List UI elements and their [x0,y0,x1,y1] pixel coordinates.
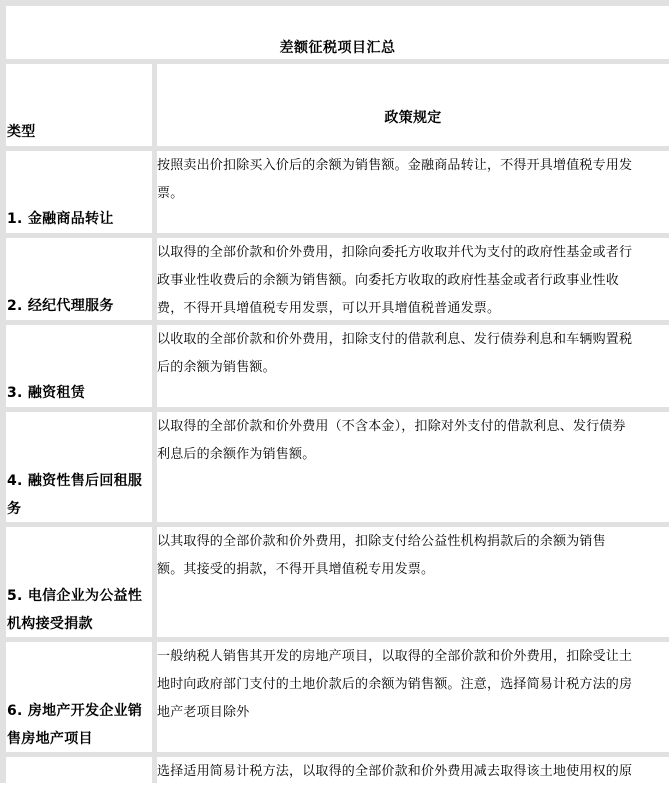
row-policy-line: 额。其接受的捐款，不得开具增值税专用发票。 [157,562,435,577]
table-row-7-policy [157,757,669,797]
table-title-cell [6,6,669,59]
table-row-2-policy [157,238,669,320]
row-type-label: 1. 金融商品转让 [7,211,114,227]
table-row-4-type [6,412,152,522]
row-type-label: 售房地产项目 [7,731,93,747]
header-policy-cell [157,64,669,146]
row-type-label: 3. 融资租赁 [7,385,86,401]
table-row-1-policy [157,151,669,233]
row-type-label: 2. 经纪代理服务 [7,298,114,314]
table-row-4-policy [157,412,669,522]
header-type-label: 类型 [7,124,36,140]
row-policy-line: 费，不得开具增值税专用发票，可以开具增值税普通发票。 [157,301,501,316]
table-row-1-type [6,151,152,233]
row-type-label: 5. 电信企业为公益性 [7,588,143,604]
table-row-3-type [6,325,152,407]
row-policy-line: 票。 [157,186,184,201]
row-policy-line: 政事业性收费后的余额为销售额。向委托方收取的政府性基金或者行政事业性收 [157,273,620,288]
table-row-7-type [6,757,152,797]
table-row-5-type [6,527,152,637]
row-policy-line: 地产老项目除外 [157,705,250,720]
table-row-6-policy [157,642,669,752]
table-title: 差额征税项目汇总 [279,40,396,56]
row-policy-line: 选择适用简易计税方法，以取得的全部价款和价外费用减去取得该土地使用权的原 [157,764,633,779]
table-row-2-type [6,238,152,320]
header-type-cell [6,64,152,146]
row-type-label: 机构接受捐款 [7,616,93,632]
row-policy-line: 按照卖出价扣除买入价后的余额为销售额。金融商品转让，不得开具增值税专用发 [157,158,633,173]
row-policy-line: 以其取得的全部价款和价外费用，扣除支付给公益性机构捐款后的余额为销售 [157,534,606,549]
table-row-3-policy [157,325,669,407]
row-type-label: 6. 房地产开发企业销 [7,703,143,719]
row-policy-line: 后的余额为销售额。 [157,360,276,375]
table-row-6-type [6,642,152,752]
row-policy-line: 一般纳税人销售其开发的房地产项目，以取得的全部价款和价外费用，扣除受让土 [157,649,633,664]
row-policy-line: 以收取的全部价款和价外费用，扣除支付的借款利息、发行债券利息和车辆购置税 [157,332,633,347]
row-policy-line: 以取得的全部价款和价外费用，扣除向委托方收取并代为支付的政府性基金或者行 [157,245,633,260]
row-policy-line: 以取得的全部价款和价外费用（不含本金），扣除对外支付的借款利息、发行债券 [157,419,626,434]
row-type-label: 务 [7,501,22,517]
row-policy-line: 地时向政府部门支付的土地价款后的余额为销售额。注意，选择简易计税方法的房 [157,677,633,692]
table-row-5-policy [157,527,669,637]
header-policy-label: 政策规定 [384,110,442,126]
row-policy-line: 利息后的余额作为销售额。 [157,447,316,462]
row-type-label: 4. 融资性售后回租服 [7,473,143,489]
